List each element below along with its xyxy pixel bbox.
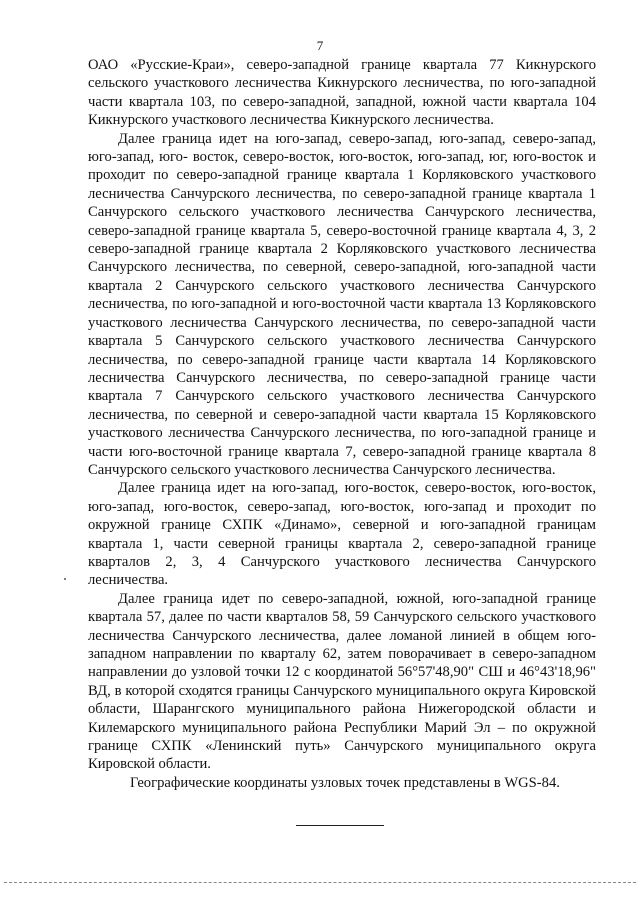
paragraph-coordinates-note: Географические координаты узловых точек представлены в WGS-84. [130,774,560,791]
paragraph-boundary-3: Далее граница идет по северо-западной, южной, юго-западной границе квартала 57, далее по части кварталов 58, 59 Санчурского сельского участкового лесничества Санчурского лесничества, далее ломаной линией в общем юго-западном направлении по кварталу 62, затем поворачивает в северо-западном направлении до узловой точки 12 с координатой 56°57'48,90" СШ и 46°43'18,96" ВД, в которой сходятся границы Санчурского муниципального округа Кировской области, Шарангского муниципального района Нижегородской области и Килемарского муниципального района Республики Марий Эл – по окружной границе СХПК «Ленинский путь» Санчурского муниципального округа Кировской области. [88,590,596,773]
paragraph-boundary-2: Далее граница идет на юго-запад, юго-восток, северо-восток, юго-восток, юго-запад, юго-восток, северо-запад, юго-восток, юго-запад и проходит по окружной границе СХПК «Динамо», северной и юго-западной границам квартала 1, части северной границы квартала 2, северо-западной границе кварталов 2, 3, 4 Санчурского участкового лесничества Санчурского лесничества. [88,480,596,589]
document-body [88,56,596,792]
end-separator-line [296,825,384,826]
scan-edge-line [4,882,636,883]
paragraph-continuation: ОАО «Русские-Краи», северо-западной границе квартала 77 Кикнурского сельского участкового лесничества Кикнурского лесничества, по юго-западной части квартала 103, по северо-западной, западной, южной части квартала 104 Кикнурского участкового лесничества Кикнурского лесничества. [88,57,596,129]
paragraph-boundary-1: Далее граница идет на юго-запад, северо-запад, юго-запад, северо-запад, юго-запад, юго- восток, северо-восток, юго-восток, юго-запад, юг, юго-восток и проходит по северо-западной границе квартала 1 Корляковского участкового лесничества Санчурского лесничества, по северо-западной границе квартала 1 Санчурского сельского участкового лесничества Санчурского лесничества, северо-западной границе квартала 5, северо-восточной границе квартала 4, 3, 2 северо-западной границе квартала 2 Корляковского участкового лесничества Санчурского лесничества, по северной, северо-западной, юго-западной части квартала 2 Санчурского сельского участкового лесничества Санчурского лесничества, по юго-западной и юго-восточной части квартала 13 Корляковского участкового лесничества Санчурского лесничества, по северо-западной части квартала 5 Санчурского сельского участкового лесничества Санчурского лесничества, по северо-западной границе части квартала 14 Корляковского лесничества Санчурского лесничества, по северо-западной границе части квартала 7 Санчурского сельского участкового лесничества Санчурского лесничества, по северной и северо-западной части квартала 15 Корляковского участкового лесничества Санчурского лесничества, по юго-западной границе и части юго-восточной границе квартала 7, северо-западной границе квартала 8 Санчурского сельского участкового лесничества Санчурского лесничества. [88,130,596,478]
margin-mark [64,578,66,580]
page-number: 7 [316,38,324,53]
